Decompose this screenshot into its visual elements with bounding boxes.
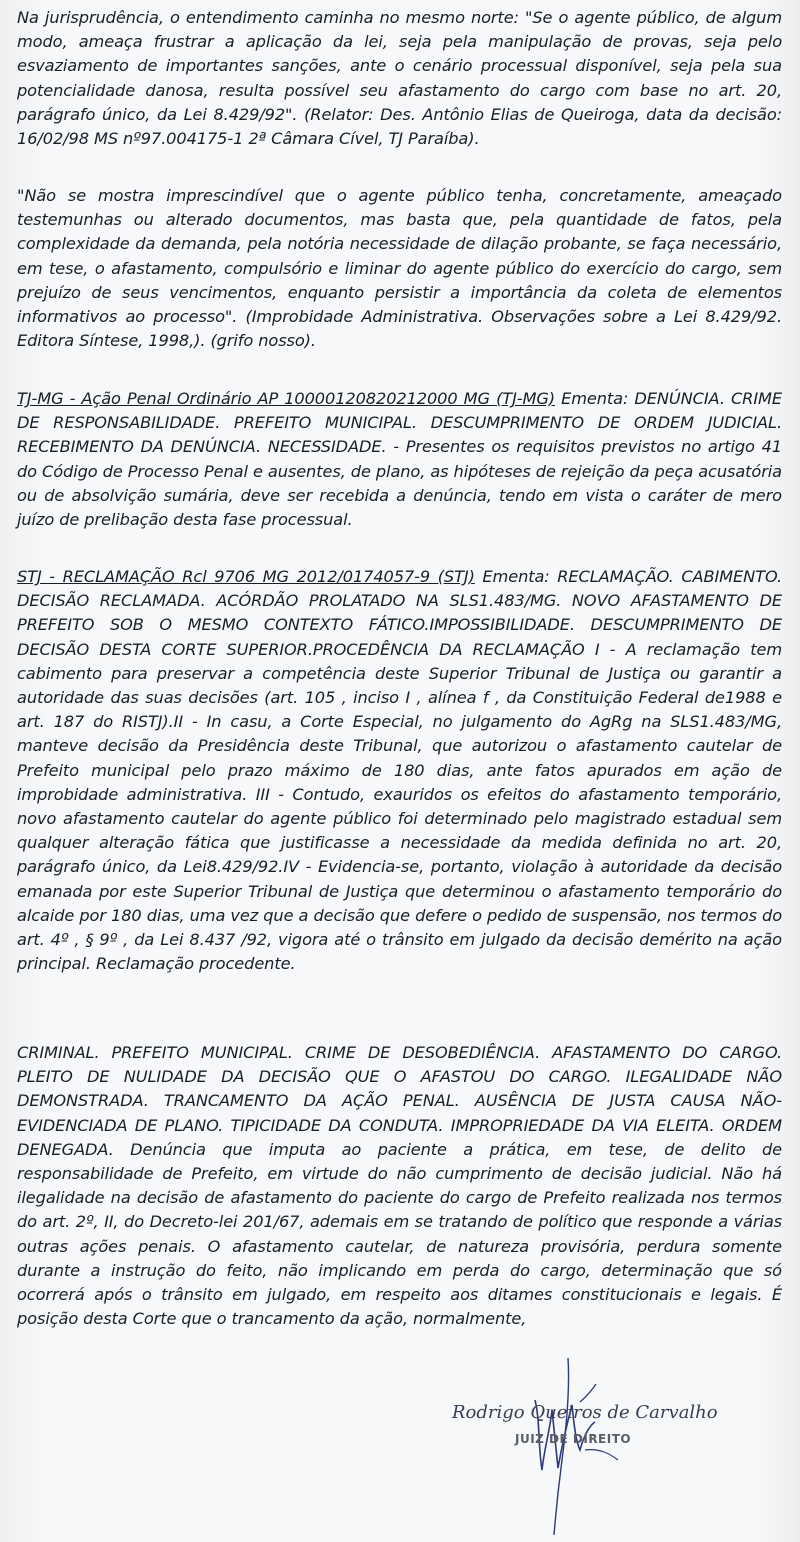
paragraph-text: "Não se mostra imprescindível que o agente público tenha, concretamente, ameaçado testemunhas ou alterado documentos, mas basta que, pela quantidade de fatos, pela complexidade da demanda, pela notória necessidade de dilação probante, se faça necessário, em tese, o afastamento, compulsório e liminar do agente público do exercício do cargo, sem prejuízo de seus vencimentos, enquanto persistir a importância da coleta de elementos informativos ao processo". (Improbidade Administrativa. Observações sobre a Lei 8.429/92. Editora Síntese, 1998,). (grifo nosso). — [17, 186, 782, 351]
ementa-text: Ementa: RECLAMAÇÃO. CABIMENTO. DECISÃO RECLAMADA. ACÓRDÃO PROLATADO NA SLS1.483/MG. NOVO AFASTAMENTO DE PREFEITO SOB O MESMO CONTEXTO FÁTICO.IMPOSSIBILIDADE. DESCUMPRIMENTO DE DECISÃO DESTA CORTE SUPERIOR.PROCEDÊNCIA DA RECLAMAÇÃO I - A reclamação tem cabimento para preservar a competência deste Superior Tribunal de Justiça ou garantir a autoridade das suas decisões (art. 105 , inciso I , alínea f , da Constituição Federal de1988 e art. 187 do RISTJ).II - In casu, a Corte Especial, no julgamento do AgRg na SLS1.483/MG, manteve decisão da Presidência deste Tribunal, que autorizou o afastamento cautelar de Prefeito municipal pelo prazo máximo de 180 dias, ante fatos apurados em ação de improbidade administrativa. III - Contudo, exauridos os efeitos do afastamento temporário, novo afastamento cautelar do agente público foi determinado pelo magistrado estadual sem qualquer alteração fática que justificasse a necessidade da medida definida no art. 20, parágrafo único, da Lei8.429/92.IV - Evidencia-se, portanto, violação à autoridade da decisão emanada por este Superior Tribunal de Justiça que determinou o afastamento temporário do alcaide por 180 dias, uma vez que a decisão que defere o pedido de suspensão, nos termos do art. 4º , § 9º , da Lei 8.437 /92, vigora até o trânsito em julgado da decisão demérito na ação principal. Reclamação procedente. — [17, 567, 783, 974]
paragraph-tjmg-ementa — [17, 387, 782, 532]
case-reference: TJ-MG - Ação Penal Ordinário AP 10000120820212000 MG (TJ-MG) — [17, 389, 556, 408]
paragraph-doctrine-quote — [17, 184, 782, 353]
paragraph-jurisprudence-quote — [17, 6, 782, 151]
paragraph-criminal-ementa — [17, 1041, 782, 1331]
case-reference: STJ - RECLAMAÇÃO Rcl 9706 MG 2012/0174057-9 (STJ) — [17, 567, 475, 586]
paragraph-text: Na jurisprudência, o entendimento caminha no mesmo norte: "Se o agente público, de algum modo, ameaça frustrar a aplicação da lei, seja pela manipulação de provas, seja pelo esvaziamento de importantes sanções, ante o cenário processual disponível, seja pela sua potencialidade danosa, resulta possível seu afastamento do cargo com base no art. 20, parágrafo único, da Lei 8.429/92". (Relator: Des. Antônio Elias de Queiroga, data da decisão: 16/02/98 MS nº97.004175-1 2ª Câmara Cível, TJ Paraíba). — [17, 8, 782, 149]
judge-signature — [440, 1350, 760, 1540]
signature-name: Rodrigo Queiros de Carvalho — [452, 1402, 718, 1423]
ementa-text: Ementa: DENÚNCIA. CRIME DE RESPONSABILIDADE. PREFEITO MUNICIPAL. DESCUMPRIMENTO DE ORDEM JUDICIAL. RECEBIMENTO DA DENÚNCIA. NECESSIDADE. - Presentes os requisitos previstos no artigo 41 do Código de Processo Penal e ausentes, de plano, as hipóteses de rejeição da peça acusatória ou de absolvição sumária, deve ser recebida a denúncia, tendo em vista o caráter de mero juízo de prelibação desta fase processual. — [17, 389, 782, 530]
signature-title: JUIZ DE DIREITO — [515, 1432, 632, 1446]
paragraph-stj-ementa — [17, 565, 782, 976]
paragraph-text: CRIMINAL. PREFEITO MUNICIPAL. CRIME DE DESOBEDIÊNCIA. AFASTAMENTO DO CARGO. PLEITO DE NULIDADE DA DECISÃO QUE O AFASTOU DO CARGO. ILEGALIDADE NÃO DEMONSTRADA. TRANCAMENTO DA AÇÃO PENAL. AUSÊNCIA DE JUSTA CAUSA NÃO-EVIDENCIADA DE PLANO. TIPICIDADE DA CONDUTA. IMPROPRIEDADE DA VIA ELEITA. ORDEM DENEGADA. Denúncia que imputa ao paciente a prática, em tese, de delito de responsabilidade de Prefeito, em virtude do não cumprimento de decisão judicial. Não há ilegalidade na decisão de afastamento do paciente do cargo de Prefeito realizada nos termos do art. 2º, II, do Decreto-lei 201/67, ademais em se tratando de político que responde a várias outras ações penais. O afastamento cautelar, de natureza provisória, perdura somente durante a instrução do feito, não implicando em perda do cargo, determinação que só ocorrerá após o trânsito em julgado, em respeito aos ditames constitucionais e legais. É posição desta Corte que o trancamento da ação, normalmente, — [17, 1043, 782, 1329]
